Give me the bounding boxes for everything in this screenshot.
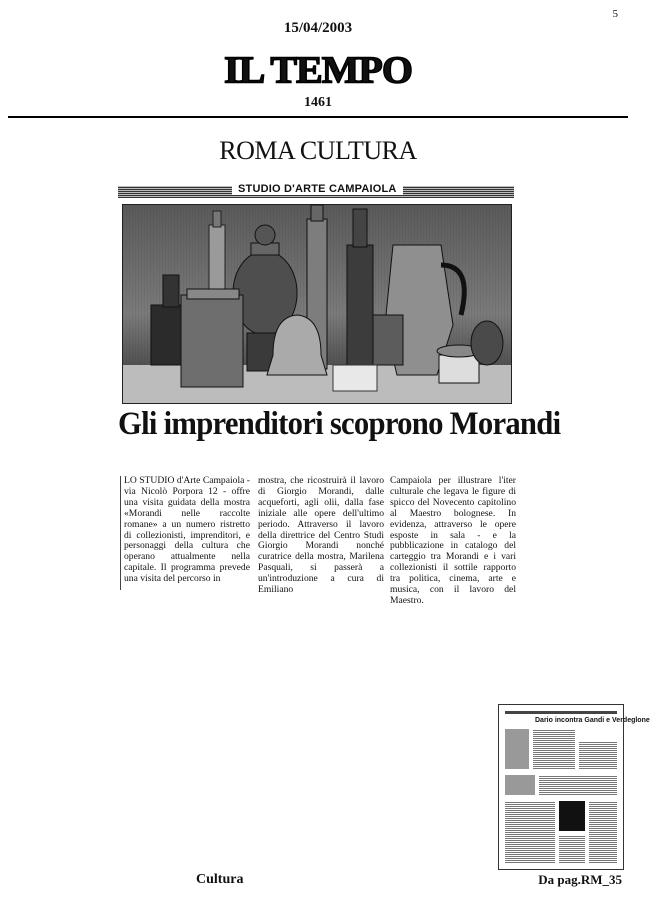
article [118,180,561,606]
article-headline: Gli imprenditori scoprono Morandi [118,406,561,442]
footer-section: Cultura [196,872,244,887]
thumbnail-text-block [533,729,575,769]
thumbnail-text-block [559,835,585,863]
thumbnail-header-bar [505,711,617,714]
header-rule [8,116,628,118]
article-label: STUDIO D'ARTE CAMPAIOLA [232,183,403,195]
still-life-illustration [123,205,511,403]
thumbnail-image [505,775,535,795]
thumbnail-text-block [589,801,617,863]
column-rule [120,476,121,590]
footer-page-ref: Da pag.RM_35 [538,872,622,887]
page-number: 5 [612,8,618,20]
article-column-2: mostra, che ricostruirà il lavoro di Giorgio Morandi, dalle acqueforti, agli olii, dalla fase iniziale alle opere dell'ultimo periodo. Attraverso il lavoro della direttrice del Centro Studi Giorgio Morandi nonché curatrice della mostra, Marilena Pasquali, si passerà a un'introduzione a cura di Emiliano [258,475,384,596]
thumbnail-text-block [505,801,555,863]
thumbnail-image [505,729,529,769]
publication-date: 15/04/2003 [283,20,353,36]
newspaper-masthead [0,47,636,92]
thumbnail-title: Dario incontra Gandi e Verdeglone [535,717,650,724]
newspaper-name: IL TEMPO [224,48,412,91]
thumbnail-text-block [579,741,617,769]
article-column-3: Campaiola per illustrare l'iter culturale che legava le figure di spicco del Novecento capitolino al Maestro bolognese. In evidenza, attraverso le opere esposte in sala - e la pubblicazione in catalogo del carteggio tra Morandi e i vari collezionisti il sottile rapporto tra politica, cinema, arte e musica, con il lavoro del Maestro. [390,475,516,606]
thumbnail-text-block [539,775,617,795]
still-life-photo [122,204,512,404]
section-title: ROMA CULTURA [219,136,417,165]
clipping-code: 1461 [304,95,332,110]
article-column-1: LO STUDIO d'Arte Campaiola - via Nicolò Porpora 12 - offre una visita guidata della mostra «Morandi nelle raccolte romane» a un numero ristretto di collezionisti, imprenditori, e personaggi della cultura che operano attualmente nella capitale. Il programma prevede una visita del percorso in [124,475,250,585]
page-thumbnail [498,704,650,870]
thumbnail-photo-dark [559,801,585,831]
